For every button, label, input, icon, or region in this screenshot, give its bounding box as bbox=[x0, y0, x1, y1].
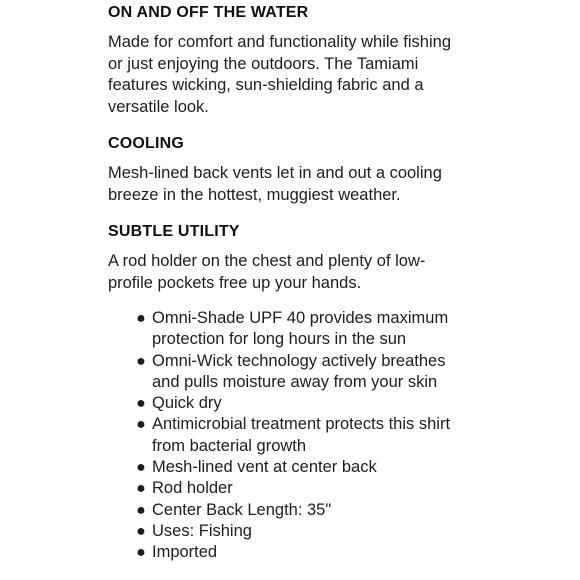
section-body: Mesh-lined back vents let in and out a cooling breeze in the hottest, muggiest weather. bbox=[108, 164, 442, 204]
product-description bbox=[108, 3, 508, 564]
section-on-and-off-the-water bbox=[108, 3, 508, 118]
feature-text: Omni-Wick technology actively breathes and pulls moisture away from your skin bbox=[152, 351, 446, 391]
feature-text: Quick dry bbox=[152, 394, 222, 413]
feature-list-item bbox=[136, 457, 508, 478]
bullet-icon: ● bbox=[136, 522, 146, 540]
feature-list-item bbox=[136, 521, 508, 542]
feature-text: Imported bbox=[152, 543, 218, 562]
section-heading: SUBTLE UTILITY bbox=[108, 223, 240, 240]
bullet-icon: ● bbox=[136, 395, 146, 413]
feature-list-item bbox=[136, 308, 467, 351]
bullet-icon: ● bbox=[136, 310, 146, 327]
feature-text: Center Back Length: 35" bbox=[152, 500, 332, 519]
feature-list-item bbox=[136, 414, 472, 457]
bullet-icon: ● bbox=[136, 480, 146, 498]
feature-text: Antimicrobial treatment protects this shirt from bacterial growth bbox=[152, 415, 451, 455]
section-heading: ON AND OFF THE WATER bbox=[108, 4, 309, 21]
section-cooling bbox=[108, 134, 508, 206]
feature-list-item bbox=[136, 351, 452, 394]
bullet-icon: ● bbox=[136, 544, 146, 562]
section-subtle-utility bbox=[108, 222, 508, 294]
feature-list-item bbox=[136, 478, 508, 499]
feature-list-item bbox=[136, 393, 508, 414]
feature-list-item bbox=[136, 500, 508, 521]
bullet-icon: ● bbox=[136, 501, 146, 519]
bullet-icon: ● bbox=[136, 352, 146, 370]
feature-text: Rod holder bbox=[152, 479, 233, 498]
section-body: Made for comfort and functionality while fishing or just enjoying the outdoors. The Tamiami features wicking, sun-shielding fabric and a versatile look. bbox=[108, 33, 452, 116]
section-heading: COOLING bbox=[108, 135, 185, 152]
section-body: A rod holder on the chest and plenty of low-profile pockets free up your hands. bbox=[108, 252, 426, 292]
feature-text: Uses: Fishing bbox=[152, 521, 252, 540]
bullet-icon: ● bbox=[136, 416, 146, 434]
feature-text: Omni-Shade UPF 40 provides maximum protection for long hours in the sun bbox=[152, 309, 449, 349]
feature-list bbox=[108, 308, 508, 564]
feature-list-item bbox=[136, 542, 508, 563]
feature-text: Mesh-lined vent at center back bbox=[152, 458, 377, 477]
bullet-icon: ● bbox=[136, 459, 146, 477]
